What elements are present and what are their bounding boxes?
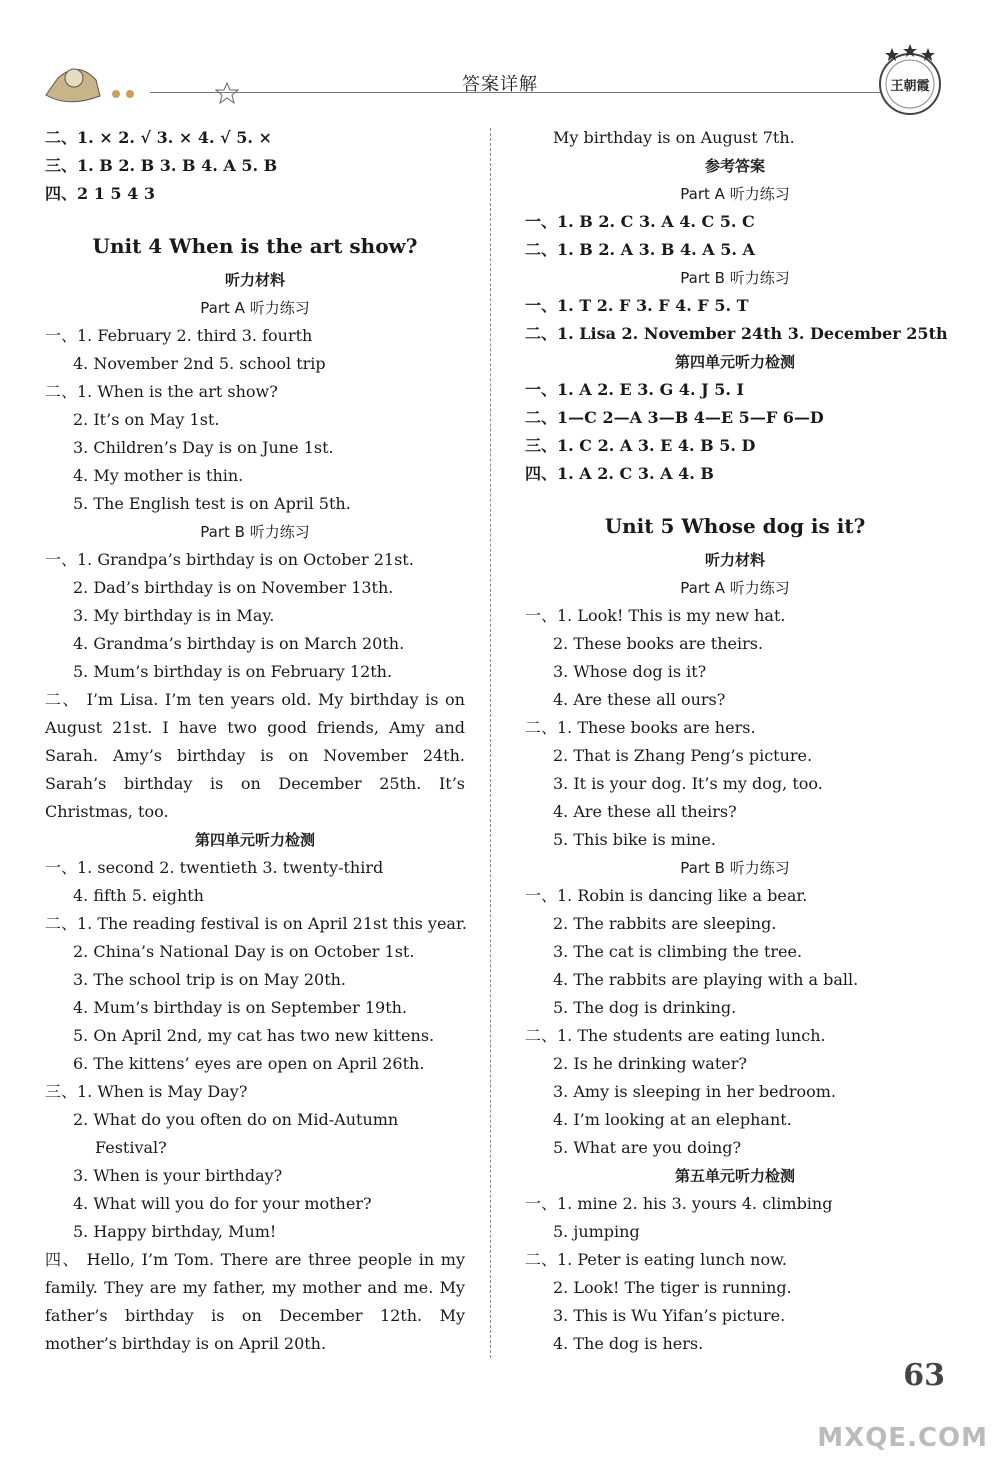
paragraph: 四、 Hello, I’m Tom. There are three people in my family. They are my father, my mother and me. My father’s birthday is on December 12th. My mother’s birthday is on April 20th. [45,1250,465,1353]
section-title: 听力材料 [224,271,285,289]
text-line: 二、1. When is the art show? [45,382,278,401]
answer-line: 二、1—C 2—A 3—B 4—E 5—F 6—D [525,408,824,427]
text-line: 5. The English test is on April 5th. [73,494,351,513]
unit-title: Unit 5 Whose dog is it? [604,514,866,538]
section-title: 听力材料 [704,551,765,569]
column-divider [490,128,491,1358]
answer-line: 二、1. Lisa 2. November 24th 3. December 25th [525,324,948,343]
text-line: 二、1. These books are hers. [525,718,756,737]
text-line: 3. The cat is climbing the tree. [553,942,803,961]
part-heading: Part A 听力练习 [680,185,790,203]
text-line: 3. Whose dog is it? [553,662,707,681]
text-line: 4. November 2nd 5. school trip [73,354,326,373]
header-title: 答案详解 [462,74,538,95]
text-line: 2. Dad’s birthday is on November 13th. [73,578,394,597]
text-line: 一、1. February 2. third 3. fourth [45,326,313,345]
text-line: 3. Amy is sleeping in her bedroom. [553,1082,837,1101]
answer-line: 一、1. B 2. C 3. A 4. C 5. C [525,212,755,231]
answer-line: 四、2 1 5 4 3 [45,184,155,203]
text-line: 2. That is Zhang Peng’s picture. [553,746,813,765]
text-line: 4. The rabbits are playing with a ball. [553,970,859,989]
text-line: 二、1. The reading festival is on April 21st this year. [45,914,467,933]
page-header [0,0,1000,120]
right-column [525,124,948,1358]
answer-line: 一、1. A 2. E 3. G 4. J 5. I [525,380,744,399]
text-line: 3. My birthday is in May. [73,606,275,625]
text-line: 3. Children’s Day is on June 1st. [73,438,334,457]
answer-line: 三、1. C 2. A 3. E 4. B 5. D [525,436,756,455]
text-line: 3. When is your birthday? [73,1166,283,1185]
svg-text:王朝霞: 王朝霞 [890,79,930,94]
text-line: 5. Mum’s birthday is on February 12th. [73,662,393,681]
page-number: 63 [903,1358,945,1393]
text-line: 二、1. The students are eating lunch. [525,1026,826,1045]
answer-line: 四、1. A 2. C 3. A 4. B [525,464,714,483]
text-line: 4. Mum’s birthday is on September 19th. [73,998,408,1017]
text-line: 2. China’s National Day is on October 1st. [73,942,415,961]
text-line: 2. It’s on May 1st. [73,410,220,429]
watermark: MXQE.COM [817,1423,988,1453]
text-line: 5. The dog is drinking. [553,998,737,1017]
text-line: 4. What will you do for your mother? [73,1194,372,1213]
text-line: 5. Happy birthday, Mum! [73,1222,277,1241]
paragraph: 二、 I’m Lisa. I’m ten years old. My birthday is on August 21st. I have two good friends, Amy and Sarah. Amy’s birthday is on November 24th. Sarah’s birthday is on December 25th. It’s Christmas, too. [45,690,465,821]
text-line: 三、1. When is May Day? [45,1082,248,1101]
text-line: 4. I’m looking at an elephant. [553,1110,792,1129]
part-heading: Part A 听力练习 [200,299,310,317]
text-line: 一、1. Grandpa’s birthday is on October 21st. [45,550,414,569]
text-line: 3. The school trip is on May 20th. [73,970,347,989]
answer-line: 二、1. × 2. √ 3. × 4. √ 5. × [45,128,272,147]
part-heading: Part A 听力练习 [680,579,790,597]
text-line: 4. Grandma’s birthday is on March 20th. [73,634,405,653]
text-line: 4. Are these all theirs? [553,802,737,821]
text-line: 3. It is your dog. It’s my dog, too. [553,774,823,793]
text-line: 一、1. Look! This is my new hat. [525,606,786,625]
text-line: 4. The dog is hers. [553,1334,704,1353]
text-line: My birthday is on August 7th. [553,128,795,147]
brand-seal-icon [870,42,950,122]
text-line: 5. What are you doing? [553,1138,742,1157]
unit-title: Unit 4 When is the art show? [92,234,418,258]
section-title: 第四单元听力检测 [674,353,795,371]
text-line: 5. This bike is mine. [553,830,716,849]
section-title: 第四单元听力检测 [194,831,315,849]
text-line: 2. These books are theirs. [553,634,764,653]
text-line: 一、1. Robin is dancing like a bear. [525,886,808,905]
section-title: 参考答案 [704,157,765,175]
part-heading: Part B 听力练习 [680,859,790,877]
answer-line: 三、1. B 2. B 3. B 4. A 5. B [45,156,278,175]
text-line: 2. Is he drinking water? [553,1054,747,1073]
text-line: 4. My mother is thin. [73,466,244,485]
text-line: 5. jumping [553,1222,640,1241]
answer-line: 一、1. T 2. F 3. F 4. F 5. T [525,296,749,315]
part-heading: Part B 听力练习 [680,269,790,287]
answer-line: 二、1. B 2. A 3. B 4. A 5. A [525,240,755,259]
text-line: Festival? [95,1138,167,1157]
text-line: 4. Are these all ours? [553,690,726,709]
text-line: 3. This is Wu Yifan’s picture. [553,1306,786,1325]
part-heading: Part B 听力练习 [200,523,310,541]
text-line: 一、1. mine 2. his 3. yours 4. climbing [525,1194,833,1213]
text-line: 2. What do you often do on Mid-Autumn [73,1110,399,1129]
text-line: 6. The kittens’ eyes are open on April 26th. [73,1054,425,1073]
section-title: 第五单元听力检测 [674,1167,795,1185]
left-column [45,124,465,1358]
text-line: 二、1. Peter is eating lunch now. [525,1250,788,1269]
text-line: 5. On April 2nd, my cat has two new kittens. [73,1026,435,1045]
text-line: 2. The rabbits are sleeping. [553,914,777,933]
text-line: 2. Look! The tiger is running. [553,1278,792,1297]
text-line: 4. fifth 5. eighth [73,886,204,905]
text-line: 一、1. second 2. twentieth 3. twenty-third [45,858,384,877]
